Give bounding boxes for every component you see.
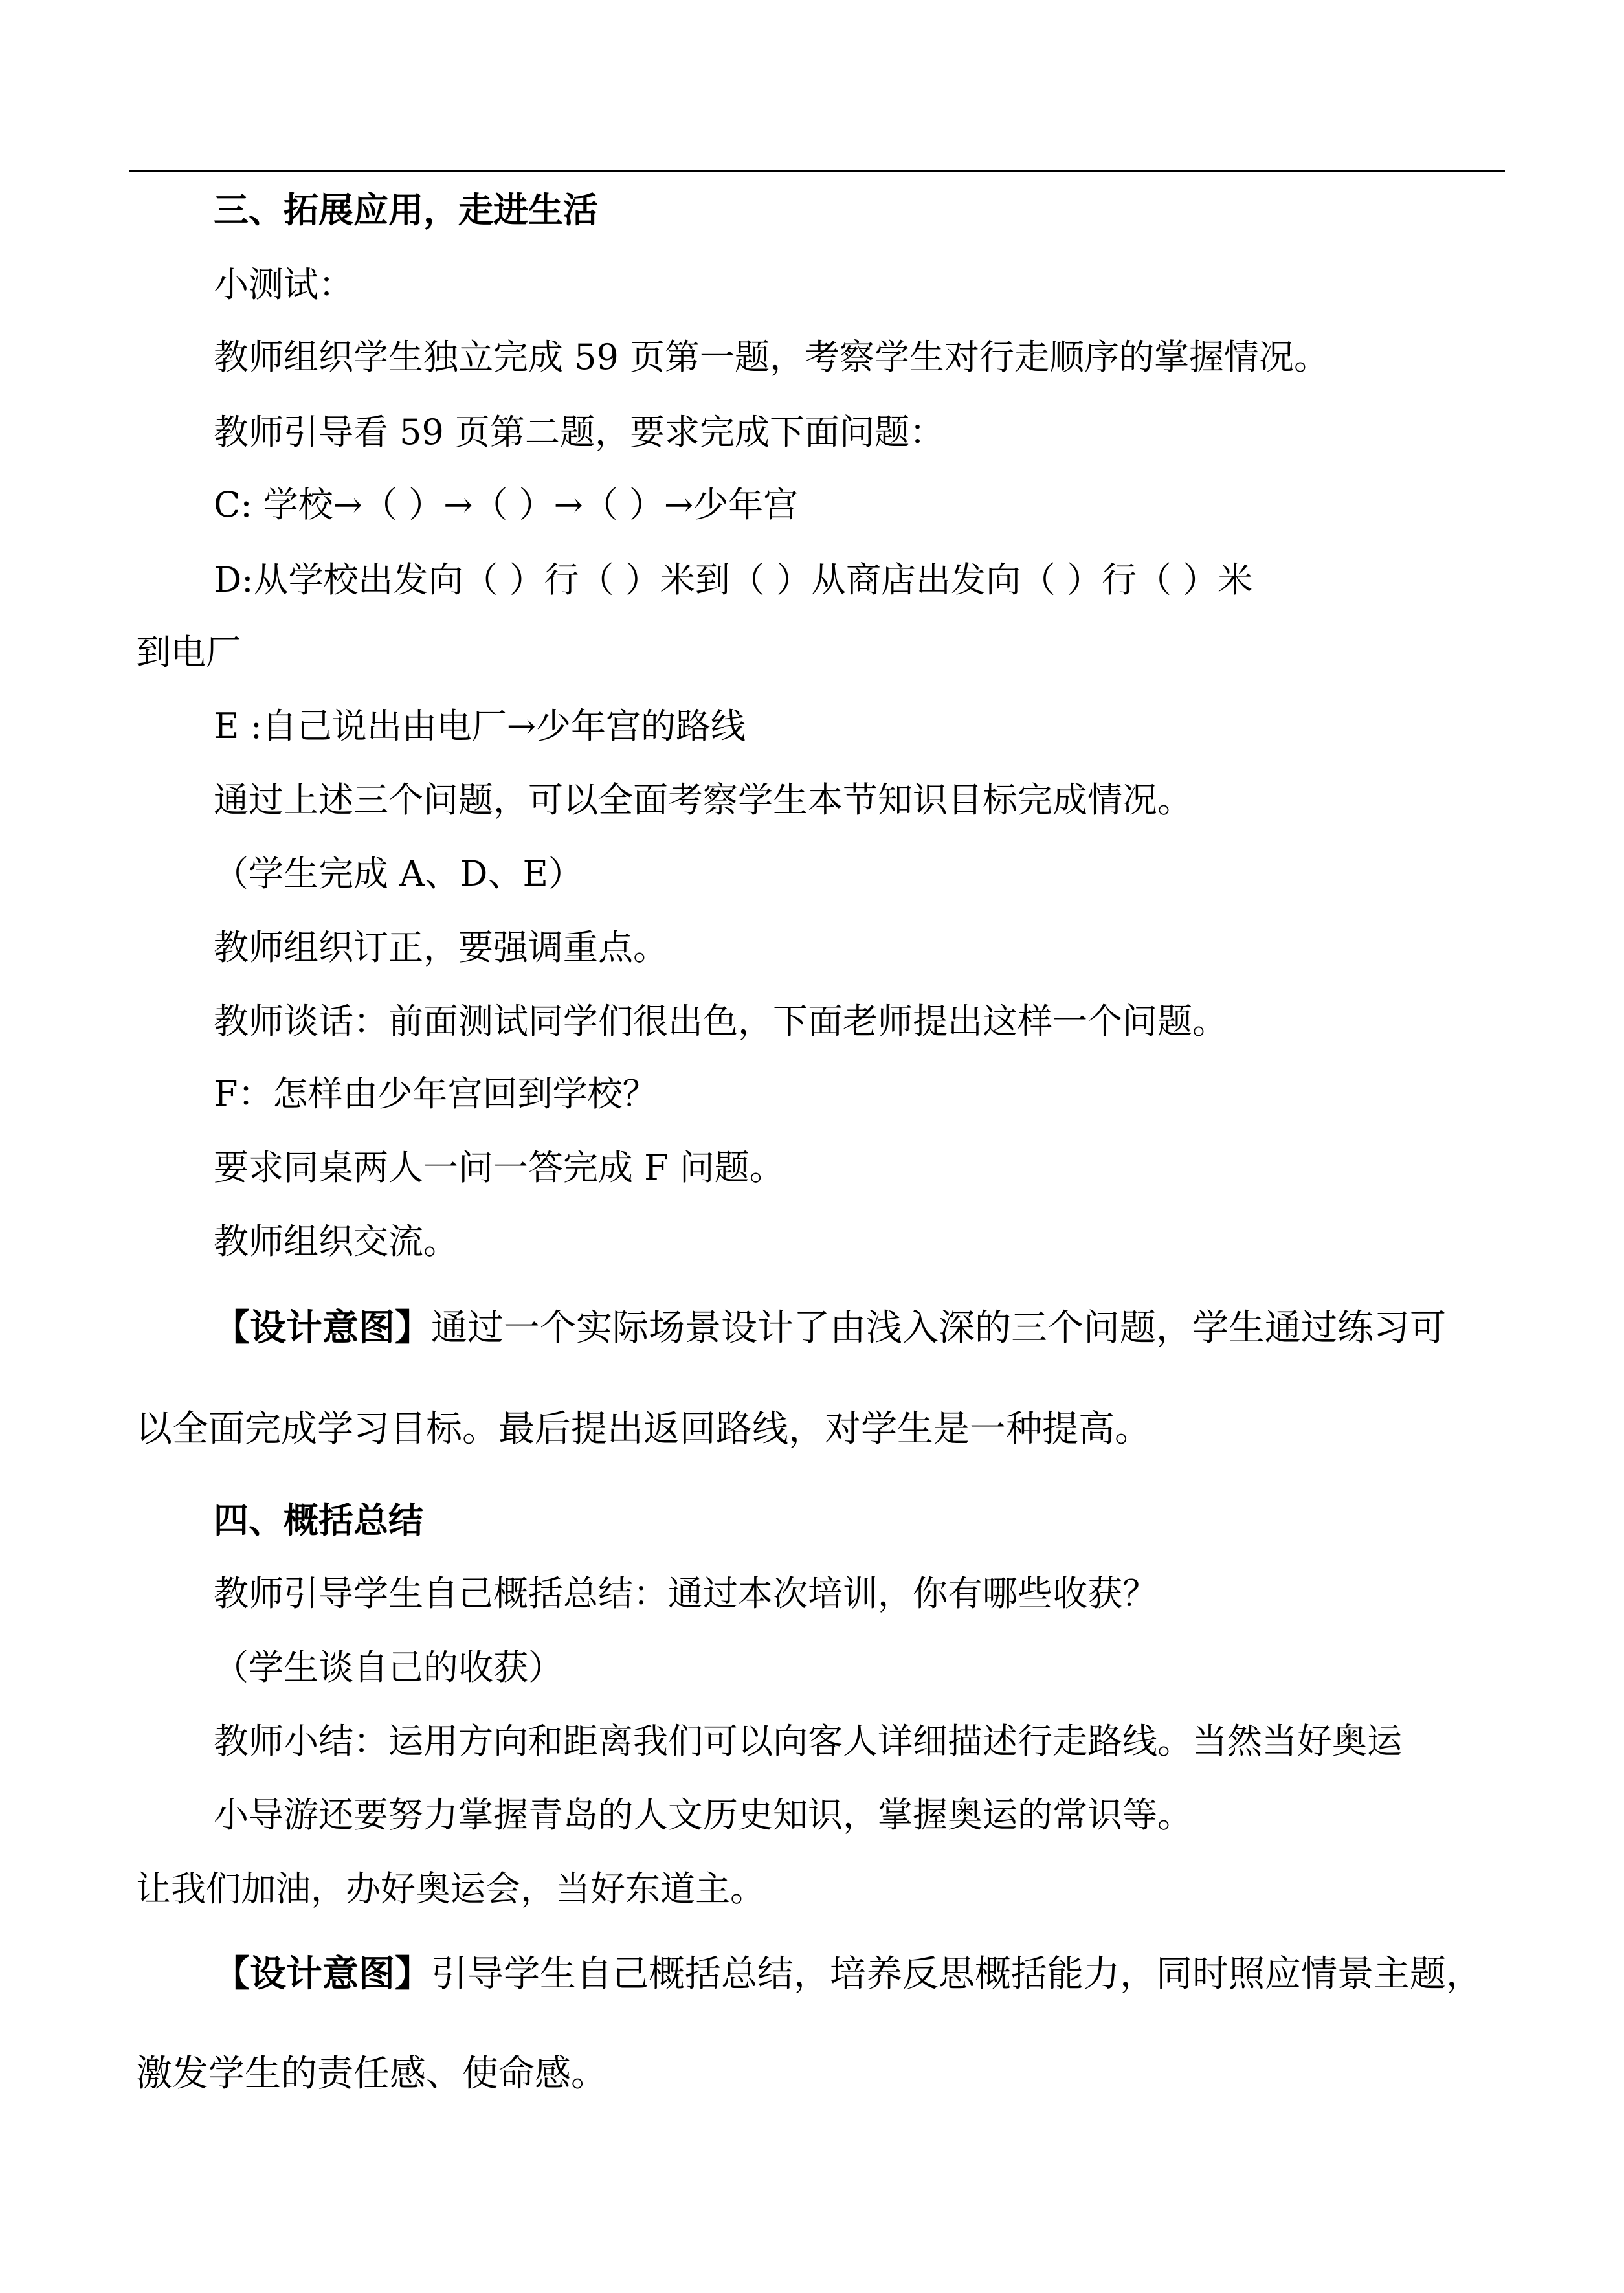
- design-intent-4: [214, 1954, 1482, 1995]
- section-heading-4: 四、概括总结: [214, 1499, 423, 1541]
- section-heading-3: 三、拓展应用，走进生活: [214, 189, 598, 230]
- question-f: F：怎样由少年宫回到学校？: [214, 1073, 658, 1114]
- question-d-continued: 到电厂: [136, 632, 241, 673]
- paragraph-line: 教师组织学生独立完成 59 页第一题，考察学生对行走顺序的掌握情况。: [214, 337, 1329, 377]
- paragraph-line: 教师引导看 59 页第二题，要求完成下面问题：: [214, 412, 945, 453]
- paragraph-line: 要求同桌两人一问一答完成 F 问题。: [214, 1147, 784, 1188]
- header-rule: [129, 170, 1505, 172]
- question-e: E :自己说出由电厂→少年宫的路线: [214, 706, 746, 746]
- design-intent-4-continued: 激发学生的责任感、使命感。: [136, 2053, 607, 2095]
- design-intent-3: [214, 1308, 1446, 1349]
- paragraph-line: 让我们加油，办好奥运会，当好东道主。: [136, 1868, 765, 1909]
- design-intent-label: 【设计意图】: [214, 1307, 431, 1349]
- design-intent-label: 【设计意图】: [214, 1953, 431, 1995]
- paragraph-line: 教师谈话：前面测试同学们很出色，下面老师提出这样一个问题。: [214, 1001, 1227, 1042]
- paragraph-line: 教师组织订正，要强调重点。: [214, 927, 668, 968]
- paragraph-line: 小导游还要努力掌握青岛的人文历史知识，掌握奥运的常识等。: [214, 1795, 1192, 1835]
- paragraph-line: （学生完成 A、D、E）: [214, 853, 583, 894]
- question-d: D:从学校出发向（ ）行（ ）米到（ ）从商店出发向（ ）行（ ）米: [214, 559, 1253, 600]
- paragraph-line: 教师引导学生自己概括总结：通过本次培训，你有哪些收获？: [214, 1573, 1157, 1614]
- paragraph-line: 教师组织交流。: [214, 1221, 458, 1262]
- paragraph-line: 小测试：: [214, 264, 353, 305]
- design-intent-3-continued: 以全面完成学习目标。最后提出返回路线，对学生是一种提高。: [136, 1408, 1151, 1450]
- paragraph-line: 通过上述三个问题，可以全面考察学生本节知识目标完成情况。: [214, 779, 1192, 820]
- design-intent-text: 通过一个实际场景设计了由浅入深的三个问题，学生通过练习可: [431, 1307, 1446, 1349]
- design-intent-text: 引导学生自己概括总结，培养反思概括能力，同时照应情景主题，: [431, 1953, 1482, 1995]
- paragraph-line: 教师小结：运用方向和距离我们可以向客人详细描述行走路线。当然当好奥运: [214, 1721, 1402, 1762]
- question-c: C: 学校→（ ）→（ ）→（ ）→少年宫: [214, 484, 799, 525]
- paragraph-line: （学生谈自己的收获）: [214, 1647, 563, 1688]
